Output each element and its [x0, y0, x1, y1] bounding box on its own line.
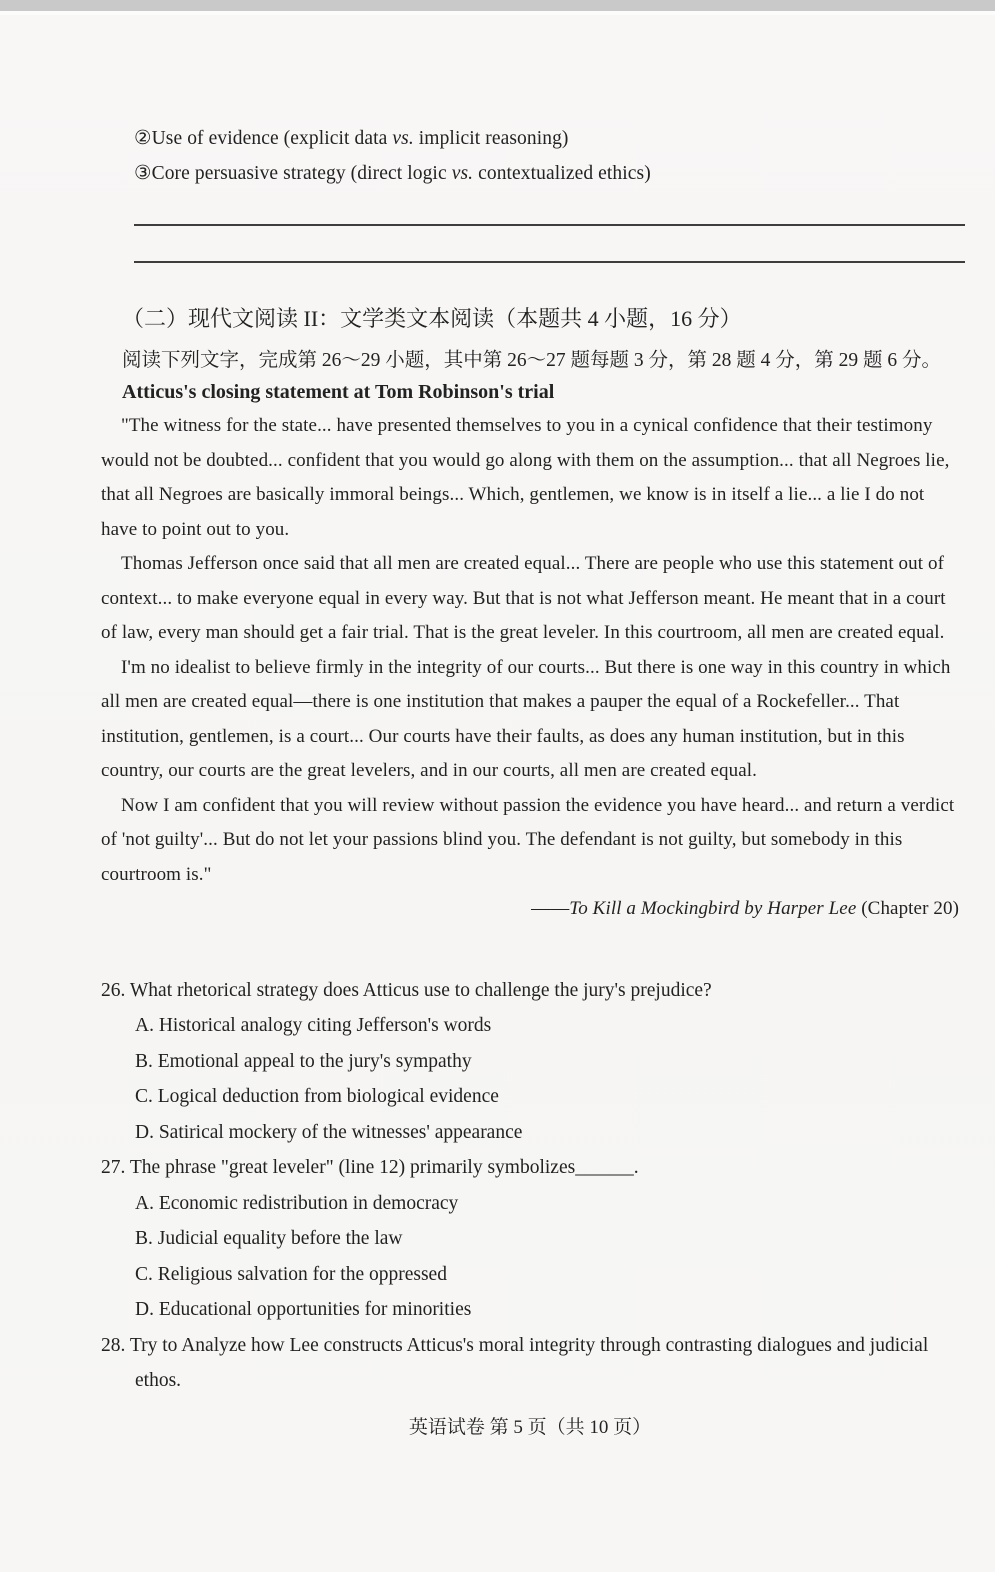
item-text: implicit reasoning) [413, 128, 569, 149]
page-content [0, 15, 995, 1439]
question-27-option-c: C. Religious salvation for the oppressed [135, 1263, 447, 1285]
question-27-option-d: D. Educational opportunities for minorities [135, 1299, 472, 1320]
question-26-option-c: C. Logical deduction from biological evidence [135, 1086, 499, 1107]
question-26 [101, 973, 959, 1009]
vs-italic: vs. [392, 128, 414, 149]
question-text: Try to Analyze how Lee constructs Atticus's moral integrity through contrasting dialogues and judicial ethos. [125, 1334, 929, 1391]
source-attribution [101, 892, 959, 927]
passage-paragraph: Thomas Jefferson once said that all men are created equal... There are people who use this statement out of context... to make everyone equal in every way. But that is not what Jefferson meant. He meant that in a court of law, every man should get a fair trial. That is the great leveler. In this courtroom, all men are created equal. [101, 553, 946, 643]
item-text: Use of evidence (explicit data [151, 128, 393, 149]
section-instructions: 阅读下列文字，完成第 26～29 小题，其中第 26～27 题每题 3 分，第 28 题 4 分，第 29 题 6 分。 [122, 350, 942, 371]
photo-top-edge [0, 0, 995, 15]
question-27-option-a: A. Economic redistribution in democracy [135, 1192, 459, 1214]
item-marker: ③ [134, 163, 152, 184]
questions-section [101, 973, 959, 1399]
chapter-reference: (Chapter 20) [856, 898, 959, 919]
question-text: The phrase "great leveler" (line 12) primarily symbolizes______. [125, 1157, 639, 1178]
passage-body [101, 409, 959, 927]
question-26-option-b: B. Emotional appeal to the jury's sympathy [135, 1050, 472, 1072]
question-27 [101, 1150, 959, 1186]
list-item [134, 121, 959, 156]
book-title-italic: To Kill a Mockingbird by Harper Lee [569, 898, 857, 919]
question-26-option-a: A. Historical analogy citing Jefferson's words [135, 1015, 492, 1036]
item-marker: ② [134, 128, 152, 149]
attribution-dash: —— [531, 898, 570, 919]
passage-title: Atticus's closing statement at Tom Robinson's trial [122, 381, 555, 403]
passage-paragraph: I'm no idealist to believe firmly in the integrity of our courts... But there is one way in this country in which all men are created equal—there is one institution that makes a pauper the equal of a Rockefeller... That institution, gentlemen, is a court... Our courts have their faults, as does any human institution, but in this country, our courts are the great levelers, and in our courts, all men are created equal. [101, 656, 951, 781]
section-heading: （二）现代文阅读 II：文学类文本阅读（本题共 4 小题，16 分） [122, 306, 742, 331]
page-footer: 英语试卷 第 5 页（共 10 页） [408, 1416, 652, 1438]
item-text: Core persuasive strategy (direct logic [151, 163, 452, 184]
passage-paragraph: Now I am confident that you will review without passion the evidence you have heard... and return a verdict of 'not guilty'... But do not let your passions blind you. The defendant is not guilty, but somebody in this courtroom is." [101, 794, 955, 885]
answer-line [134, 224, 965, 226]
item-text: contextualized ethics) [473, 163, 651, 184]
question-26-option-d: D. Satirical mockery of the witnesses' appearance [135, 1121, 523, 1143]
question-text: What rhetorical strategy does Atticus use to challenge the jury's prejudice? [125, 979, 712, 1001]
question-number: 27. [101, 1157, 126, 1178]
list-item [134, 156, 959, 191]
question-27-option-b: B. Judicial equality before the law [135, 1228, 403, 1249]
question-number: 28. [101, 1334, 126, 1356]
answer-line [134, 261, 965, 263]
question-number: 26. [101, 979, 126, 1001]
answer-lines [134, 224, 959, 263]
vs-italic: vs. [451, 163, 474, 184]
passage-paragraph: "The witness for the state... have presented themselves to you in a cynical confidence that their testimony would not be doubted... confident that you would go along with them on the assumption... that all Negroes lie, that all Negroes are basically immoral beings... Which, gentlemen, we know is in itself a lie... a lie I do not have to point out to you. [101, 415, 950, 540]
comparison-items [101, 121, 959, 191]
question-28 [101, 1328, 959, 1399]
